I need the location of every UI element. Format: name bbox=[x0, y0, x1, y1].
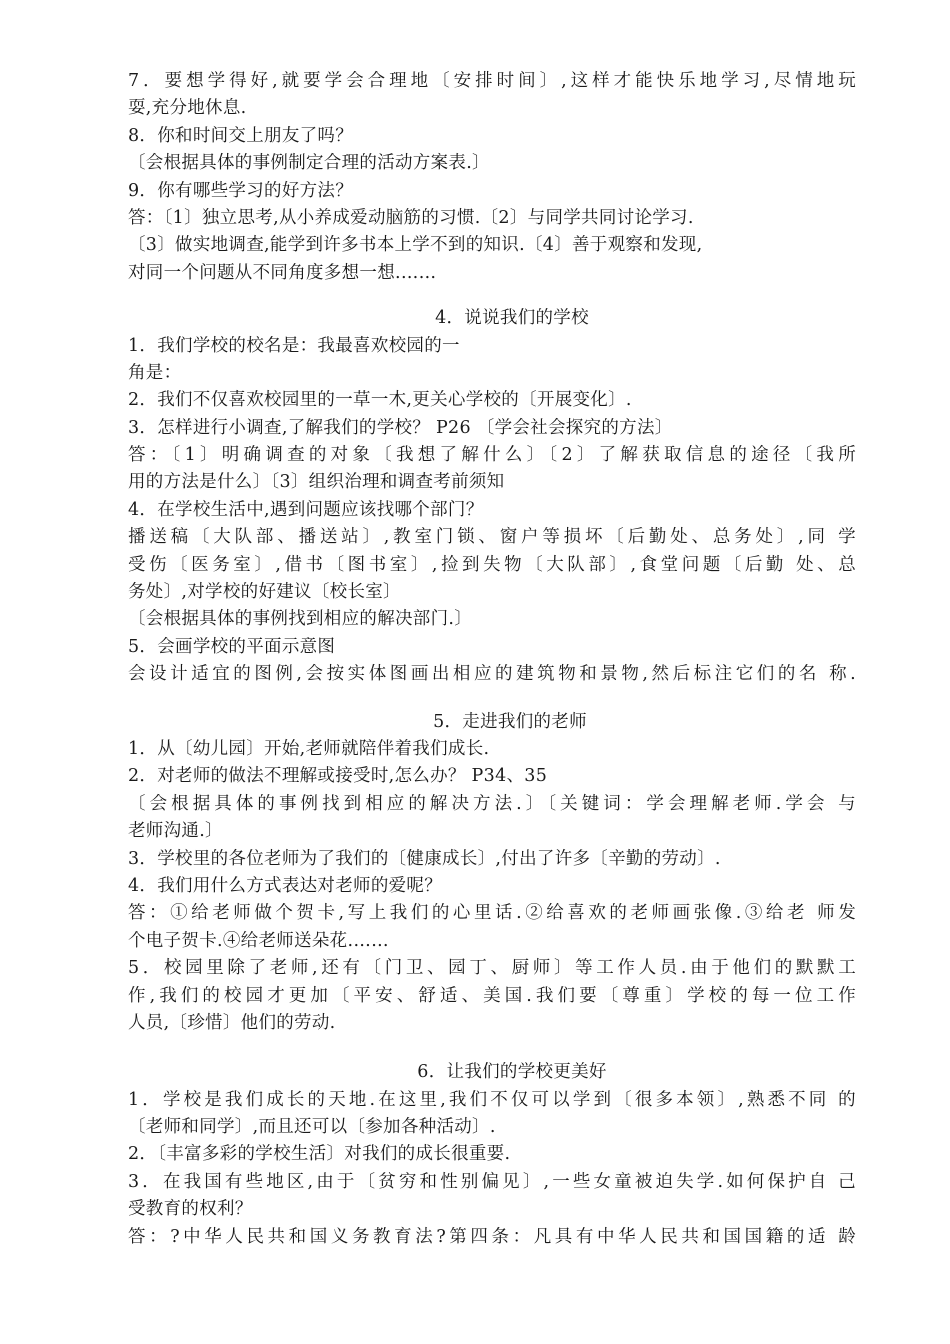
text-line: 角是： bbox=[128, 362, 182, 383]
text-line: 会设计适宜的图例,会按实体图画出相应的建筑物和景物,然后标注它们的名 称. bbox=[128, 664, 856, 685]
text-line: 〔会根据具体的事例找到相应的解决部门.〕 bbox=[128, 609, 473, 630]
text-line: 2．〔丰富多彩的学校生活〕对我们的成长很重要. bbox=[128, 1144, 511, 1165]
text-line: 1．学校是我们成长的天地.在这里,我们不仅可以学到〔很多本领〕,熟悉不同 的 bbox=[128, 1089, 856, 1110]
text-line: 答：〔1〕独立思考,从小养成爱动脑筋的习惯.〔2〕与同学共同讨论学习. bbox=[128, 207, 694, 228]
text-line: 答：?中华人民共和国义务教育法?第四条：凡具有中华人民共和国国籍的适 龄 bbox=[128, 1226, 856, 1247]
text-line: 人员,〔珍惜〕他们的劳动. bbox=[128, 1012, 336, 1033]
text-line: 务处〕,对学校的好建议〔校长室〕 bbox=[128, 582, 401, 603]
text-line: 5．会画学校的平面示意图 bbox=[128, 636, 336, 657]
text-line: 受伤〔医务室〕,借书〔图书室〕,捡到失物〔大队部〕,食堂问题〔后勤 处、总 bbox=[128, 554, 856, 575]
document-body bbox=[128, 68, 856, 1251]
text-line: 用的方法是什么〕〔3〕组织治理和调查考前须知 bbox=[128, 472, 505, 493]
text-line: 〔3〕做实地调查,能学到许多书本上学不到的知识.〔4〕善于观察和发现, bbox=[128, 235, 703, 256]
text-line: 个电子贺卡.④给老师送朵花.…… bbox=[128, 930, 389, 951]
section-5 bbox=[128, 736, 856, 1037]
text-line: 2．我们不仅喜欢校园里的一草一木,更关心学校的〔开展变化〕. bbox=[128, 390, 632, 411]
text-line: 3．在我国有些地区,由于〔贫穷和性别偏见〕,一些女童被迫失学.如何保护自 己 bbox=[128, 1171, 856, 1192]
section-4 bbox=[128, 333, 856, 689]
text-line: 〔会根据具体的事例找到相应的解决方法.〕〔关键词：学会理解老师.学会 与 bbox=[128, 793, 856, 814]
text-line: 老师沟通.〕 bbox=[128, 821, 223, 842]
section-3-continued bbox=[128, 68, 856, 287]
text-line: 1．我们学校的校名是：我最喜欢校园的一 bbox=[128, 335, 460, 356]
text-line: 作,我们的校园才更加〔平安、舒适、美国.我们要〔尊重〕学校的每一位工作 bbox=[128, 985, 856, 1006]
text-line: 3．学校里的各位老师为了我们的〔健康成长〕,付出了许多〔辛勤的劳动〕. bbox=[128, 848, 721, 869]
text-line: 播送稿〔大队部、播送站〕,教室门锁、窗户等损坏〔后勤处、总务处〕,同 学 bbox=[128, 527, 856, 548]
section-heading-6: 6．让我们的学校更美好 bbox=[417, 1062, 607, 1083]
section-heading-4: 4．说说我们的学校 bbox=[435, 308, 589, 329]
text-line: 答：〔1〕明确调查的对象〔我想了解什么〕〔2〕了解获取信息的途径〔我所 bbox=[128, 445, 856, 466]
text-line: 4．我们用什么方式表达对老师的爱呢？ bbox=[128, 875, 443, 896]
text-line: 受教育的权利？ bbox=[128, 1199, 253, 1220]
text-line: 8．你和时间交上朋友了吗？ bbox=[128, 125, 354, 146]
text-line: 4．在学校生活中,遇到问题应该找哪个部门？ bbox=[128, 499, 484, 520]
text-line: 5．校园里除了老师,还有〔门卫、园丁、厨师〕等工作人员.由于他们的默默工 bbox=[128, 958, 856, 979]
text-line: 2．对老师的做法不理解或接受时,怎么办？ P34、35 bbox=[128, 766, 548, 787]
text-line: 〔老师和同学〕,而且还可以〔参加各种活动〕. bbox=[128, 1117, 496, 1138]
text-line: 对同一个问题从不同角度多想一想.…… bbox=[128, 262, 437, 283]
text-line: 〔会根据具体的事例制定合理的活动方案表.〕 bbox=[128, 153, 490, 174]
section-6 bbox=[128, 1087, 856, 1251]
section-heading-5: 5．走进我们的老师 bbox=[433, 711, 587, 732]
text-line: 7．要想学得好,就要学会合理地〔安排时间〕,这样才能快乐地学习,尽情地玩 bbox=[128, 71, 856, 91]
text-line: 3．怎样进行小调查,了解我们的学校？ P26 〔学会社会探究的方法〕 bbox=[128, 417, 673, 438]
text-line: 耍,充分地休息. bbox=[128, 98, 247, 119]
text-line: 答：①给老师做个贺卡,写上我们的心里话.②给喜欢的老师画张像.③给老 师发 bbox=[128, 903, 856, 924]
text-line: 1．从〔幼儿园〕开始,老师就陪伴着我们成长. bbox=[128, 738, 490, 759]
text-line: 9．你有哪些学习的好方法？ bbox=[128, 180, 354, 201]
